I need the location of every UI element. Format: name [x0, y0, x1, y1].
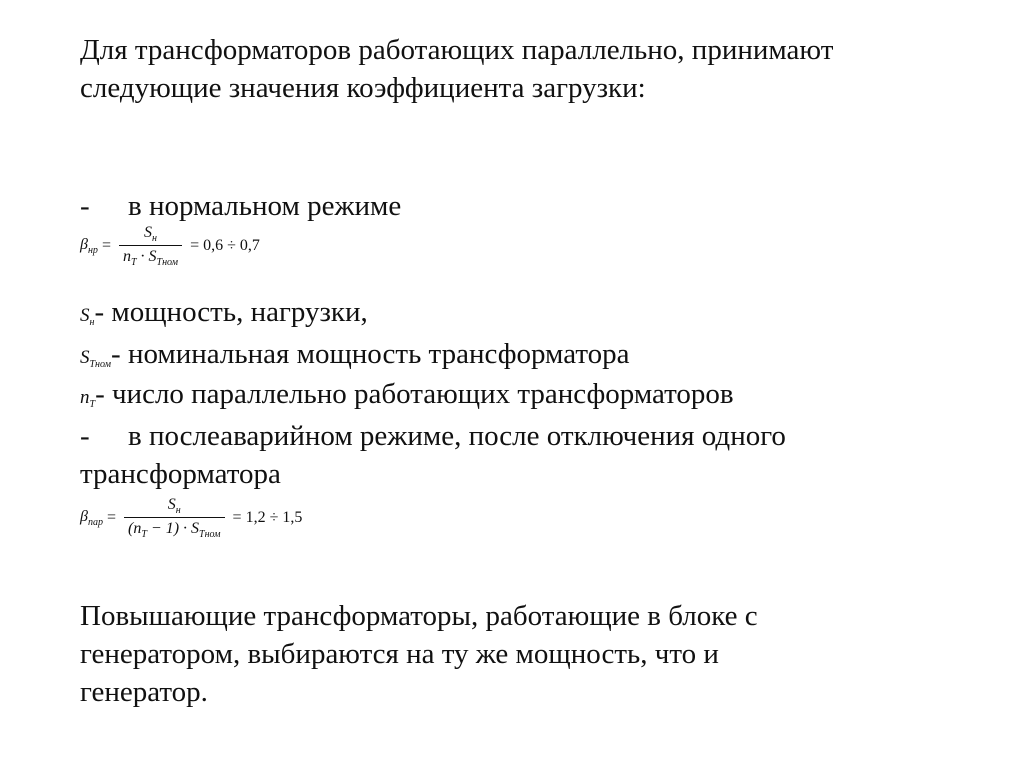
formula-numerator: $S_н$: [124, 496, 225, 518]
formula-numerator: $S_н$: [119, 224, 182, 246]
formula-fraction: [124, 496, 225, 540]
formula-denominator: $(n_Т - 1) \cdot S_{Тном}$: [128, 520, 221, 540]
formula-result: = 0,6 ÷ 0,7: [190, 237, 260, 254]
def-transformer-count: [80, 376, 734, 423]
def-symbol: $n_Т$: [80, 387, 96, 410]
outro-line-1: Повышающие трансформаторы, работающие в блоке с: [80, 600, 758, 632]
def-symbol: $S_н$: [80, 305, 95, 328]
normal-load-formula: $\beta_{нр}$ = $\frac{S_н}{n_Т \cdot S_{Тном}}$ = 0,6 ÷ 0,7: [80, 224, 260, 268]
intro-line-1: Для трансформаторов работающих параллельно, принимают: [80, 34, 834, 66]
beta-symbol: $\beta_{нр}$: [80, 236, 98, 256]
def-text: - мощность, нагрузки,: [94, 296, 368, 328]
def-text: - число параллельно работающих трансформаторов: [95, 378, 734, 410]
formula-fraction: [119, 224, 182, 268]
def-symbol: $S_{Тном}$: [80, 347, 112, 370]
list-dash: -: [80, 420, 90, 452]
def-text: - номинальная мощность трансформатора: [111, 338, 630, 370]
emergency-mode-label-cont: трансформатора: [80, 458, 281, 490]
normal-mode-label: в нормальном режиме: [128, 190, 402, 222]
outro-line-3: генератор.: [80, 676, 208, 708]
list-dash: -: [80, 190, 90, 222]
outro-line-2: генератором, выбираются на ту же мощность, что и: [80, 638, 719, 670]
emergency-mode-label: в послеаварийном режиме, после отключения одного: [128, 420, 786, 452]
emergency-load-formula: $\beta_{пар}$ = $\frac{S_н}{(n_Т - 1) \cdot S_{Тном}}$ = 1,2 ÷ 1,5: [80, 496, 303, 540]
intro-line-2: следующие значения коэффициента загрузки:: [80, 72, 646, 104]
def-load-power: [80, 294, 368, 341]
formula-result: = 1,2 ÷ 1,5: [232, 509, 303, 526]
normal-mode-heading: [80, 188, 401, 224]
beta-symbol: $\beta_{пар}$: [80, 508, 103, 528]
formula-denominator: $n_Т \cdot S_{Тном}$: [122, 248, 179, 268]
emergency-mode-heading: [80, 418, 786, 454]
